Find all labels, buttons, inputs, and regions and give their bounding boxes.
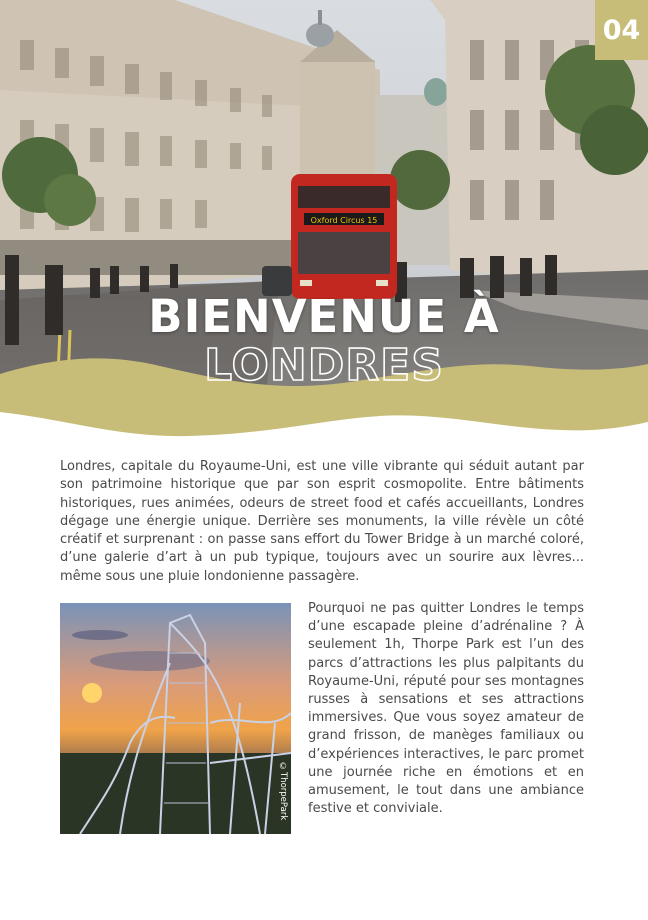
roller-coaster-image bbox=[60, 603, 291, 834]
thorpe-park-photo bbox=[60, 603, 291, 834]
page-number-badge: 04 bbox=[595, 0, 648, 60]
hero-banner bbox=[0, 0, 648, 440]
page-title: BIENVENUE À bbox=[148, 290, 500, 343]
intro-paragraph: Londres, capitale du Royaume-Uni, est une ville vibrante qui séduit autant par son patrimoine historique que par son esprit cosmopolite. Entre bâtiments historiques, rues animées, odeurs de street food et cafés accueillants, Londres dégage une énergie unique. Derrière ses monuments, la ville révèle un côté créatif et surprenant : on passe sans effort du Tower Bridge à un marché coloré, d’une galerie d’art à un pub typique, toujours avec un sourire aux lèvres... même sous une pluie londonienne passagère. bbox=[60, 459, 584, 584]
page-title-city: LONDRES bbox=[204, 340, 444, 391]
svg-text:Oxford Circus 15: Oxford Circus 15 bbox=[310, 216, 378, 225]
thorpe-park-paragraph: Pourquoi ne pas quitter Londres le temps d’une escapade pleine d’adrénaline ? À seulement 1h, Thorpe Park est l’un des parcs d’attractions les plus palpitants du Royaume-Uni, réputé pour ses montagnes russes à sensations et ses attractions immersives. Que vous soyez amateur de grand frisson, de manèges familiaux ou d’expériences interactives, le parc promet une journée riche en émotions et en amusement, le tout dans une ambiance festive et conviviale. bbox=[308, 601, 584, 817]
photo-credit: ©ThorpePark bbox=[278, 761, 288, 820]
